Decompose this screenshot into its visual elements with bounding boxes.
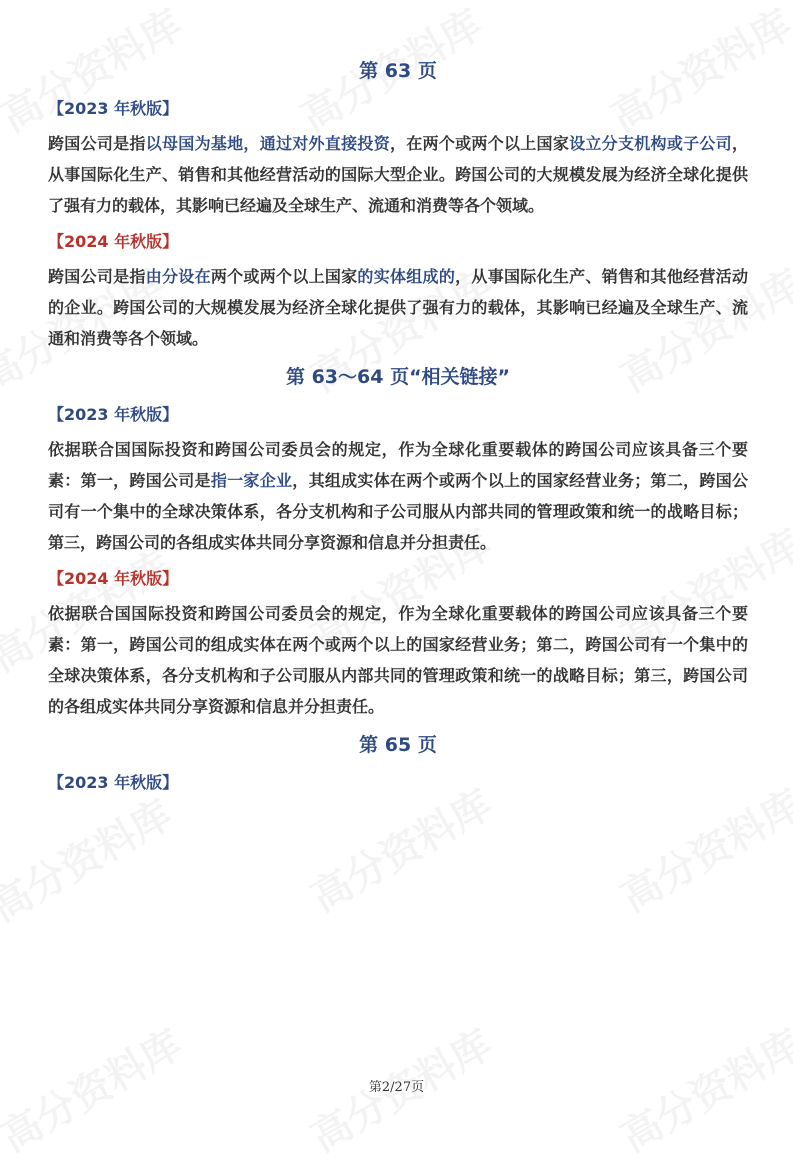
body-text: 依据联合国国际投资和跨国公司委员会的规定，作为全球化重要载体的跨国公司应该具备三个要素：第一，跨国公司的组成实体在两个或两个以上的国家经营业务；第二，跨国公司有一个集中的全球决策体系，各分支机构和子公司服从内部共同的管理政策和统一的战略目标；第三，跨国公司的各组成实体共同分享资源和信息并分担责任。 xyxy=(48,604,748,716)
body-text: ，从事国际化生产、销售和其他经营活动的企业。跨国公司的大规模发展为经济全球化提供了强有力的载体，其影响已经遍及全球生产、流通和消费等各个领域。 xyxy=(48,267,748,348)
version-label: 【2024 年秋版】 xyxy=(48,232,179,251)
watermark-text xyxy=(0,784,181,933)
version-label: 【2023 年秋版】 xyxy=(48,99,179,118)
section-title: 第 63 页 xyxy=(359,60,437,82)
version-label: 【2023 年秋版】 xyxy=(48,405,179,424)
body-text: ，在两个或两个以上国家 xyxy=(389,134,570,153)
section-title: 第 65 页 xyxy=(359,734,437,756)
version-paragraph xyxy=(48,598,748,722)
version-label: 【2023 年秋版】 xyxy=(48,773,179,792)
document-content xyxy=(48,54,748,802)
version-paragraph xyxy=(48,128,748,221)
body-text: 依据联合国国际投资和跨国公司委员会的规定，作为全球化重要载体的跨国公司应该具备三个要素：第一，跨国公司是 xyxy=(48,440,748,490)
section-title: 第 63～64 页“相关链接” xyxy=(285,366,511,388)
page-number: 第2/27页 xyxy=(368,1080,425,1095)
highlighted-text: 的实体组成的 xyxy=(357,267,456,286)
body-text: 两个或两个以上国家 xyxy=(210,267,358,286)
version-paragraph xyxy=(48,261,748,354)
highlighted-text: 以母国为基地，通过对外直接投资 xyxy=(145,134,390,153)
body-text: 跨国公司是指 xyxy=(48,134,146,153)
version-label: 【2024 年秋版】 xyxy=(48,569,179,588)
body-text: ，其组成实体在两个或两个以上的国家经营业务；第二，跨国公司有一个集中的全球决策体系，各分支机构和子公司服从内部共同的管理政策和统一的战略目标；第三，跨国公司的各组成实体共同分享资源和信息并分担责任。 xyxy=(48,471,748,552)
body-text: ，从事国际化生产、销售和其他经营活动的国际大型企业。跨国公司的大规模发展为经济全球化提供了强有力的载体，其影响已经遍及全球生产、流通和消费等各个领域。 xyxy=(48,134,748,215)
highlighted-text: 指一家企业 xyxy=(210,471,293,490)
highlighted-text: 由分设在 xyxy=(145,267,211,286)
version-paragraph xyxy=(48,434,748,558)
body-text: 跨国公司是指 xyxy=(48,267,146,286)
highlighted-text: 设立分支机构或子公司 xyxy=(569,134,732,153)
